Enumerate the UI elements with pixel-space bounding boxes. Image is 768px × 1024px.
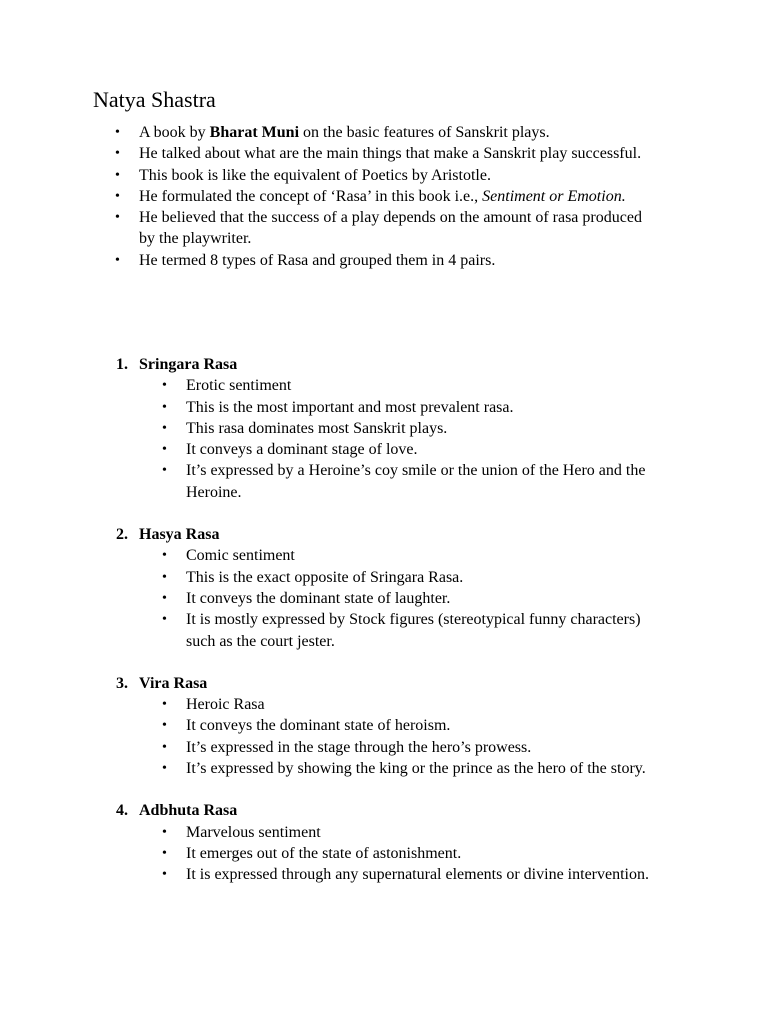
bullet-icon: • (115, 252, 120, 268)
bullet-icon: • (115, 167, 120, 183)
section-heading (0, 800, 768, 821)
intro-bullet-item (0, 207, 649, 250)
bullet-icon: • (162, 548, 167, 564)
section-bullet-text: It conveys the dominant state of laughter. (186, 589, 451, 607)
bullet-icon: • (162, 697, 167, 713)
bullet-icon: • (115, 125, 120, 140)
section-bullet-list (0, 822, 768, 886)
intro-text-before: He talked about what are the main things that make a Sanskrit play successful. (139, 145, 642, 163)
rasa-section (0, 524, 768, 652)
section-bullet-list (0, 694, 768, 779)
section-number: 1. (116, 356, 128, 373)
section-bullet-item (0, 715, 666, 736)
bullet-icon: • (162, 442, 167, 458)
intro-bullet-list (0, 122, 768, 271)
section-bullet-text: It’s expressed in the stage through the hero’s prowess. (186, 738, 532, 756)
intro-text-before: This book is like the equivalent of Poetics by Aristotle. (139, 166, 491, 184)
bullet-icon: • (162, 612, 167, 628)
bullet-icon: • (162, 718, 167, 734)
rasa-section (0, 800, 768, 885)
section-bullet-text: This is the most important and most prevalent rasa. (186, 398, 514, 416)
intro-text-before: He believed that the success of a play depends on the amount of rasa produced by the playwriter. (139, 209, 642, 248)
bullet-icon: • (162, 399, 167, 415)
bullet-icon: • (162, 378, 167, 394)
intro-bullet-item (0, 122, 649, 143)
intro-text-before: He formulated the concept of ‘Rasa’ in this book i.e., (139, 187, 483, 205)
section-bullet-item (0, 822, 666, 843)
section-bullet-item (0, 397, 666, 418)
bullet-icon: • (115, 188, 120, 204)
intro-text-after: on the basic features of Sanskrit plays. (299, 124, 550, 141)
section-bullet-item (0, 588, 666, 609)
bullet-icon: • (162, 739, 167, 755)
section-bullet-item (0, 609, 666, 652)
section-bullet-text: Erotic sentiment (186, 377, 292, 395)
section-number: 3. (116, 674, 128, 692)
intro-bullet-item (0, 250, 649, 271)
section-heading (0, 673, 768, 694)
section-bullet-list (0, 375, 768, 503)
bullet-icon: • (162, 569, 167, 585)
bullet-icon: • (162, 463, 167, 479)
page-title: Natya Shastra (93, 87, 216, 112)
rasa-section (0, 354, 768, 503)
section-bullet-item (0, 737, 666, 758)
rasa-section (0, 673, 768, 779)
section-bullet-list (0, 545, 768, 651)
section-title: Sringara Rasa (139, 356, 238, 373)
bullet-icon: • (162, 824, 167, 840)
intro-bullet-item (0, 186, 649, 207)
section-title: Vira Rasa (139, 674, 208, 692)
section-heading (0, 354, 768, 375)
section-bullet-item (0, 758, 666, 779)
bullet-icon: • (162, 867, 167, 883)
bullet-icon: • (162, 590, 167, 606)
bullet-icon: • (162, 845, 167, 861)
section-bullet-item (0, 843, 666, 864)
section-bullet-text: It emerges out of the state of astonishment. (186, 844, 462, 862)
bullet-icon: • (162, 420, 167, 436)
section-number: 4. (116, 802, 128, 820)
section-bullet-text: It conveys a dominant stage of love. (186, 441, 418, 459)
intro-text-bold: Bharat Muni (209, 124, 300, 141)
section-bullet-item (0, 460, 666, 503)
section-bullet-item (0, 439, 666, 460)
section-bullet-item (0, 375, 666, 396)
bullet-icon: • (115, 146, 120, 162)
section-bullet-text: This rasa dominates most Sanskrit plays. (186, 419, 448, 437)
section-bullet-item (0, 567, 666, 588)
section-bullet-item (0, 694, 666, 715)
section-title: Hasya Rasa (139, 526, 220, 544)
intro-text-before: He termed 8 types of Rasa and grouped them in 4 pairs. (139, 251, 496, 269)
section-bullet-text: Marvelous sentiment (186, 823, 321, 841)
section-bullet-text: Heroic Rasa (186, 696, 265, 714)
intro-bullet-item (0, 165, 649, 186)
section-heading (0, 524, 768, 545)
section-bullet-item (0, 545, 666, 566)
section-bullet-text: It’s expressed by a Heroine’s coy smile or the union of the Hero and the Heroine. (186, 462, 646, 501)
intro-text-before: A book by (139, 124, 210, 141)
section-bullet-item (0, 418, 666, 439)
rasa-sections (0, 354, 768, 907)
section-bullet-item (0, 864, 666, 885)
section-bullet-text: It conveys the dominant state of heroism. (186, 717, 451, 735)
intro-text-italic: Sentiment or Emotion. (482, 187, 626, 205)
section-title: Adbhuta Rasa (139, 802, 238, 820)
bullet-icon: • (115, 210, 120, 226)
section-number: 2. (116, 526, 128, 544)
section-bullet-text: It is expressed through any supernatural elements or divine intervention. (186, 866, 649, 884)
section-bullet-text: It’s expressed by showing the king or the prince as the hero of the story. (186, 760, 646, 778)
bullet-icon: • (162, 761, 167, 777)
section-bullet-text: Comic sentiment (186, 547, 295, 565)
section-bullet-text: This is the exact opposite of Sringara Rasa. (186, 568, 464, 586)
intro-bullet-item (0, 143, 649, 164)
section-bullet-text: It is mostly expressed by Stock figures (stereotypical funny characters) such as the court jester. (186, 611, 641, 650)
